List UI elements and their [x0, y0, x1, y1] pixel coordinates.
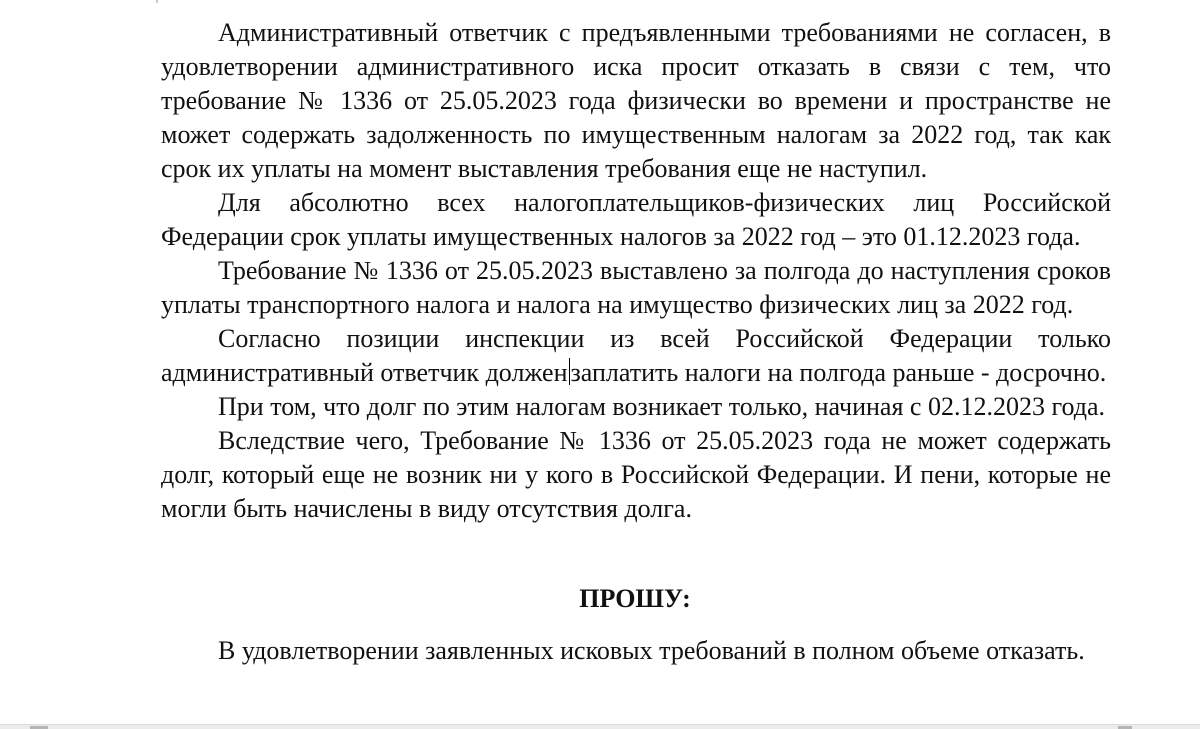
- paragraph-4: [161, 322, 1111, 390]
- status-bar: [0, 724, 1200, 729]
- paragraph-3: Требование № 1336 от 25.05.2023 выставлено за полгода до наступления сроков уплаты транспортного налога и налога на имущество физических лиц за 2022 год.: [161, 256, 1111, 319]
- paragraph-6: Вследствие чего, Требование № 1336 от 25.05.2023 года не может содержать долг, который еще не возник ни у кого в Российской Федерации. И пени, которые не могли быть начислены в виду отсутствия долга.: [161, 426, 1111, 523]
- paragraph-4-before-caret: Согласно позиции инспекции из всей Российской Федерации только административный ответчик должен: [161, 324, 1111, 387]
- request-paragraph: В удовлетворении заявленных исковых требований в полном объеме отказать.: [218, 636, 1085, 665]
- text-cursor: [569, 358, 570, 385]
- request-heading: ПРОШУ:: [579, 584, 691, 613]
- paragraph-4-after-caret: заплатить налоги на полгода раньше - досрочно.: [570, 358, 1107, 387]
- document-body[interactable]: [161, 16, 1111, 526]
- paragraph-5: При том, что долг по этим налогам возникает только, начиная с 02.12.2023 года.: [218, 392, 1105, 421]
- paragraph-1: Административный ответчик с предъявленными требованиями не согласен, в удовлетворении административного иска просит отказать в связи с тем, что требование № 1336 от 25.05.2023 года физически во времени и пространстве не может содержать задолженность по имущественным налогам за 2022 год, так как срок их уплаты на момент выставления требования еще не наступил.: [161, 18, 1111, 183]
- ruler-marker: [156, 0, 158, 3]
- paragraph-2: Для абсолютно всех налогоплательщиков-физических лиц Российской Федерации срок уплаты имущественных налогов за 2022 год – это 01.12.2023 года.: [161, 188, 1111, 251]
